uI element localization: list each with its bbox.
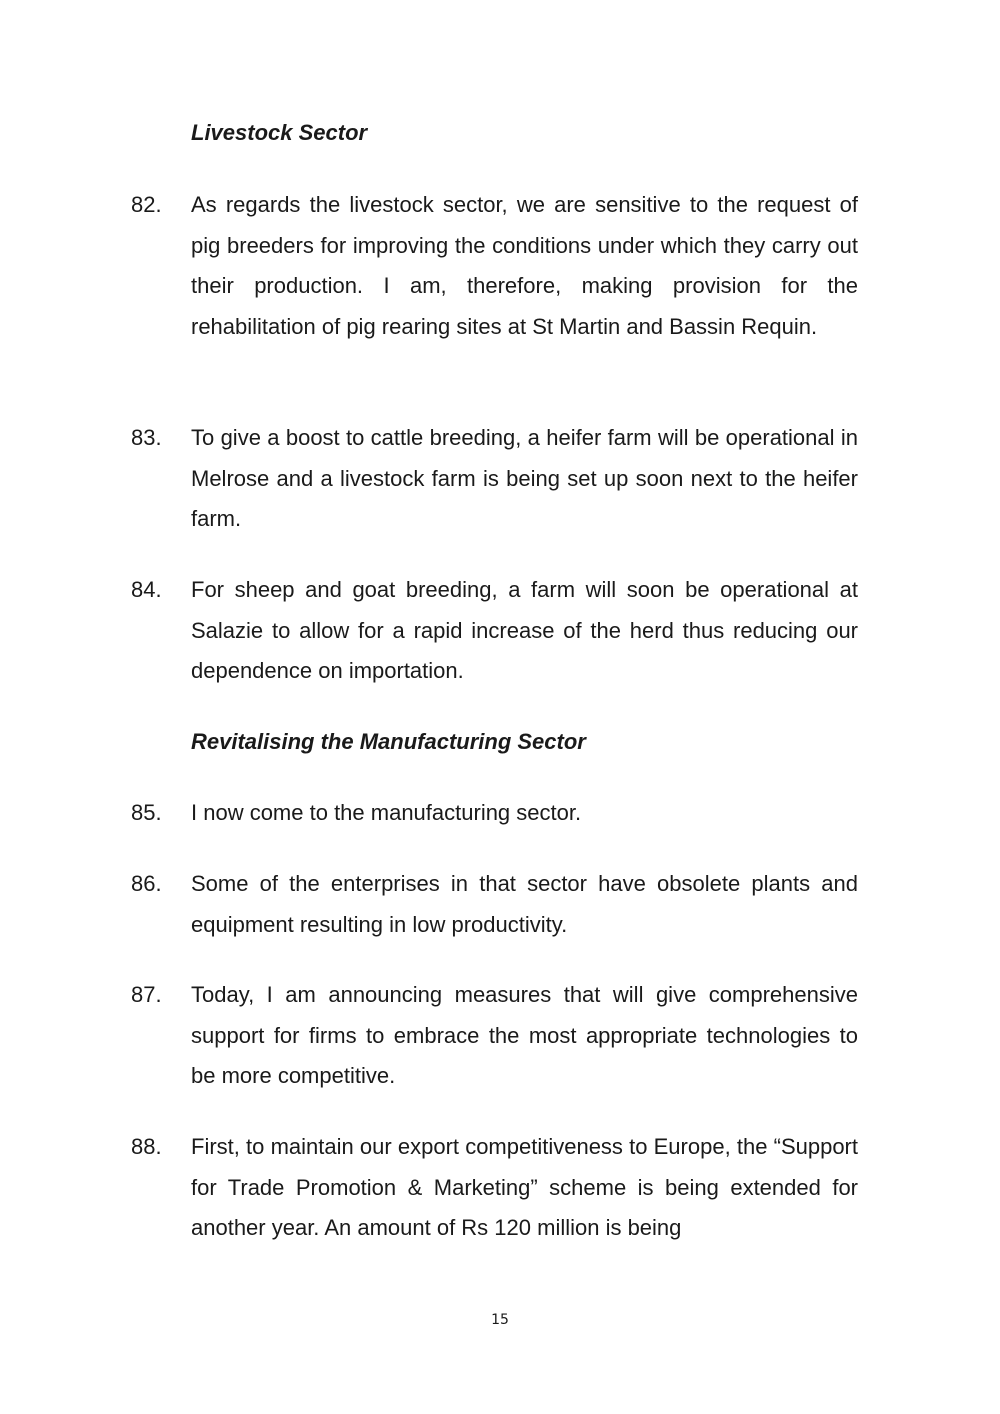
page-number: 15 bbox=[491, 1312, 509, 1328]
paragraph-number: 86. bbox=[131, 871, 162, 896]
paragraph-text: As regards the livestock sector, we are sensitive to the request of pig breeders for improving the conditions under which they carry out their production. I am, therefore, making provision for the rehabilitation of pig rearing sites at St Martin and Bassin Requin. bbox=[191, 192, 858, 339]
paragraph-text: First, to maintain our export competitiveness to Europe, the “Support for Trade Promotion & Marketing” scheme is being extended for another year. An amount of Rs 120 million is being bbox=[191, 1134, 858, 1241]
paragraph-text: Today, I am announcing measures that will give comprehensive support for firms to embrace the most appropriate technologies to be more competitive. bbox=[191, 982, 858, 1089]
paragraph-number: 83. bbox=[131, 425, 162, 450]
paragraph-87 bbox=[131, 975, 858, 1097]
paragraph-86 bbox=[131, 864, 858, 945]
section-heading-manufacturing: Revitalising the Manufacturing Sector bbox=[191, 729, 586, 754]
paragraph-number: 88. bbox=[131, 1134, 162, 1159]
section-heading-livestock: Livestock Sector bbox=[191, 120, 368, 145]
paragraph-83 bbox=[131, 418, 858, 540]
paragraph-number: 82. bbox=[131, 192, 162, 217]
paragraph-85 bbox=[131, 793, 858, 834]
paragraph-text: I now come to the manufacturing sector. bbox=[191, 800, 582, 825]
paragraph-text: Some of the enterprises in that sector have obsolete plants and equipment resulting in low productivity. bbox=[191, 871, 858, 937]
paragraph-text: To give a boost to cattle breeding, a heifer farm will be operational in Melrose and a livestock farm is being set up soon next to the heifer farm. bbox=[191, 425, 858, 532]
paragraph-text: For sheep and goat breeding, a farm will soon be operational at Salazie to allow for a rapid increase of the herd thus reducing our dependence on importation. bbox=[191, 577, 858, 684]
paragraph-84 bbox=[131, 570, 858, 692]
paragraph-number: 87. bbox=[131, 982, 162, 1007]
paragraph-88 bbox=[131, 1127, 858, 1249]
paragraph-number: 84. bbox=[131, 577, 162, 602]
paragraph-82 bbox=[131, 185, 858, 347]
paragraph-number: 85. bbox=[131, 800, 162, 825]
